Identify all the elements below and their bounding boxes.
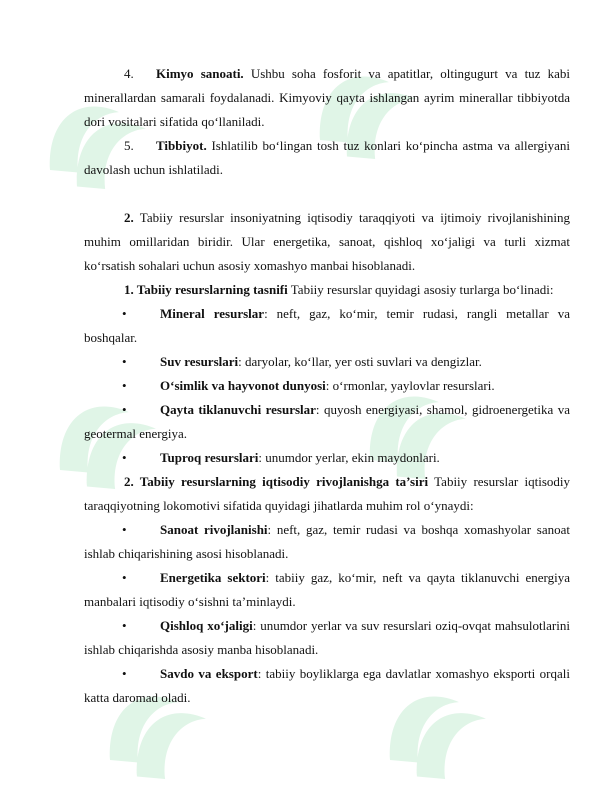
bullet-marker: • (122, 306, 127, 321)
item-text: Ushbu soha fosforit va apatitlar, oltingugurt va tuz kabi minerallardan samarali foydalanadi. Kimyoviy qayta ishlangan ayrim minerallar tibbiyotda dori vositalari sifatida qo‘llaniladi. (84, 66, 570, 129)
item-title: Kimyo sanoati. (156, 66, 244, 81)
bullet-item (84, 374, 570, 398)
bullet-marker: • (122, 522, 127, 537)
classification-heading (84, 278, 570, 302)
bullet-marker: • (122, 402, 127, 417)
spacer (84, 182, 570, 206)
bullet-text: : unumdor yerlar va suv resurslari oziq-ovqat mahsulotlarini ishlab chiqarishda asosiy manba hisoblanadi. (84, 618, 570, 657)
bullet-item (84, 398, 570, 446)
bullet-item (84, 518, 570, 566)
bullet-term: Suv resurslari (160, 354, 239, 369)
section-text: Tabiiy resurslar insoniyatning iqtisodiy taraqqiyoti va ijtimoiy rivojlanishining muhim omillaridan biridir. Ular energetika, sanoat, qishloq xo‘jaligi va turli xizmat ko‘rsatish sohalari uchun asosiy xomashyo manbai hisoblanadi. (84, 210, 570, 273)
item-number: 4. (124, 66, 134, 81)
bullet-item (84, 302, 570, 350)
classification-title: 1. Tabiiy resurslarning tasnifi (124, 282, 288, 297)
bullet-text: : neft, gaz, ko‘mir, temir rudasi, rangli metallar va boshqalar. (84, 306, 571, 345)
bullet-marker: • (122, 666, 127, 681)
impact-heading (84, 470, 570, 518)
document-page (84, 62, 570, 710)
bullet-term: Savdo va eksport (160, 666, 258, 681)
bullet-term: Sanoat rivojlanishi (160, 522, 268, 537)
section-2-intro (84, 206, 570, 278)
bullet-term: Qayta tiklanuvchi resurslar (160, 402, 316, 417)
bullet-marker: • (122, 354, 127, 369)
bullet-item (84, 350, 570, 374)
bullet-term: Qishloq xo‘jaligi (160, 618, 253, 633)
bullet-term: Energetika sektori (160, 570, 266, 585)
bullet-text: : quyosh energiyasi, shamol, gidroenergetika va geotermal energiya. (84, 402, 570, 441)
bullet-text: : neft, gaz, temir rudasi va boshqa xomashyolar sanoat ishlab chiqarishining asosi hisoblanadi. (84, 522, 571, 561)
impact-text: Tabiiy resurslar iqtisodiy taraqqiyotning lokomotivi sifatida quyidagi jihatlarda muhim rol o‘ynaydi: (84, 474, 570, 513)
bullet-text: : daryolar, ko‘llar, yer osti suvlari va dengizlar. (238, 354, 482, 369)
bullet-item (84, 446, 570, 470)
item-text: Ishlatilib bo‘lingan tosh tuz konlari ko‘pincha astma va allergiyani davolash uchun ishlatiladi. (84, 138, 570, 177)
classification-text: Tabiiy resurslar quyidagi asosiy turlarga bo‘linadi: (287, 282, 554, 297)
bullet-item (84, 662, 570, 710)
impact-title: 2. Tabiiy resurslarning iqtisodiy rivojlanishga ta’siri (124, 474, 429, 489)
bullet-term: Tuproq resurslari (160, 450, 259, 465)
numbered-item-5 (84, 134, 570, 182)
bullet-marker: • (122, 570, 127, 585)
bullet-text: : o‘rmonlar, yaylovlar resurslari. (325, 378, 495, 393)
bullet-text: : tabiiy gaz, ko‘mir, neft va qayta tiklanuvchi energiya manbalari iqtisodiy o‘sishni ta’minlaydi. (84, 570, 570, 609)
bullet-term: O‘simlik va hayvonot dunyosi (160, 378, 326, 393)
bullet-item (84, 566, 570, 614)
section-number: 2. (124, 210, 134, 225)
bullet-text: : tabiiy boyliklarga ega davlatlar xomashyo eksporti orqali katta daromad oladi. (84, 666, 570, 705)
item-number: 5. (124, 138, 134, 153)
bullet-marker: • (122, 618, 127, 633)
numbered-item-4 (84, 62, 570, 134)
bullet-marker: • (122, 450, 127, 465)
bullet-text: : unumdor yerlar, ekin maydonlari. (258, 450, 440, 465)
bullet-term: Mineral resurslar (160, 306, 265, 321)
bullet-item (84, 614, 570, 662)
bullet-marker: • (122, 378, 127, 393)
item-title: Tibbiyot. (156, 138, 207, 153)
